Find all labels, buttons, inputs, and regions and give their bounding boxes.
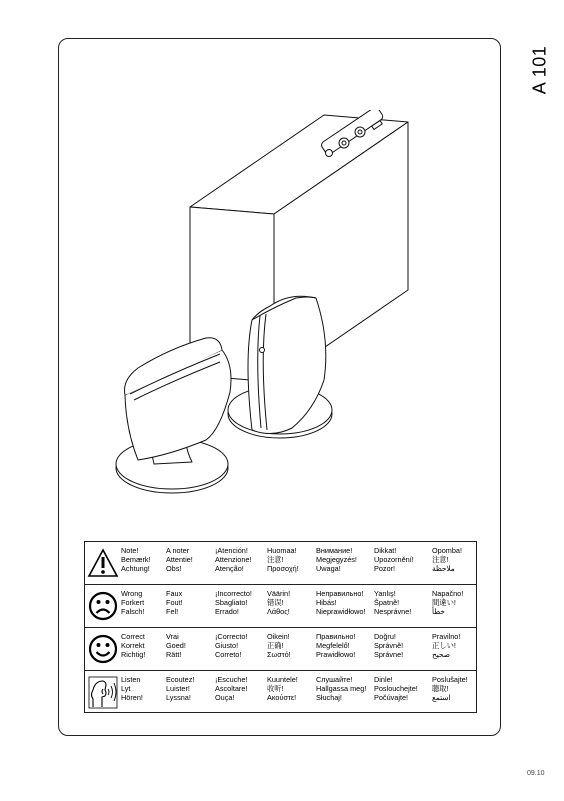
legend-cell bbox=[215, 632, 247, 659]
legend-word: Correto! bbox=[215, 650, 242, 659]
legend-word: ملاحظة bbox=[432, 564, 455, 573]
legend-word: 注意! bbox=[432, 555, 449, 564]
legend-cell bbox=[432, 632, 460, 659]
legend-word: Внимание! bbox=[316, 546, 353, 555]
legend-word: خطأ bbox=[432, 607, 445, 616]
model-code bbox=[520, 40, 560, 100]
legend-cell bbox=[432, 589, 463, 616]
legend-cell bbox=[121, 546, 151, 573]
legend-word: استمع bbox=[432, 693, 451, 702]
legend-word: Pozor! bbox=[374, 564, 396, 573]
legend-cell bbox=[166, 632, 186, 659]
legend-word: 正确! bbox=[267, 641, 284, 650]
legend-word: Poslušajte! bbox=[432, 675, 468, 684]
legend-cell bbox=[374, 675, 418, 702]
legend-word: Attenzione! bbox=[215, 555, 252, 564]
legend-word: Σωστό! bbox=[267, 650, 291, 659]
legend-word: Hören! bbox=[121, 693, 143, 702]
legend-table bbox=[84, 541, 477, 713]
legend-cell bbox=[316, 589, 365, 616]
legend-word: Uwaga! bbox=[316, 564, 341, 573]
legend-word: Hallgassa meg! bbox=[316, 684, 367, 693]
legend-word: 注意! bbox=[267, 555, 284, 564]
legend-row-correct bbox=[85, 628, 476, 671]
legend-word: Fel! bbox=[166, 607, 179, 616]
legend-word: Sbagliato! bbox=[215, 598, 248, 607]
legend-word: Obs! bbox=[166, 564, 182, 573]
legend-word: Note! bbox=[121, 546, 139, 555]
legend-word: Lyt bbox=[121, 684, 131, 693]
legend-word: ¡Correcto! bbox=[215, 632, 248, 641]
legend-word: A noter bbox=[166, 546, 190, 555]
legend-word: Pravilno! bbox=[432, 632, 461, 641]
legend-cell bbox=[121, 589, 145, 616]
legend-word: Oikein! bbox=[267, 632, 290, 641]
legend-cell bbox=[166, 546, 193, 573]
legend-word: ¡Escuche! bbox=[215, 675, 248, 684]
legend-word: Правильно! bbox=[316, 632, 356, 641]
legend-word: Giusto! bbox=[215, 641, 239, 650]
legend-word: Wrong bbox=[121, 589, 143, 598]
legend-word: Richtig! bbox=[121, 650, 146, 659]
legend-word: Korrekt bbox=[121, 641, 145, 650]
speaker-system-illustration bbox=[110, 110, 430, 500]
legend-cell bbox=[374, 632, 403, 659]
legend-word: 收听! bbox=[267, 684, 284, 693]
legend-word: Upozornění! bbox=[374, 555, 414, 564]
legend-row-note bbox=[85, 542, 476, 585]
legend-word: Ecoutez! bbox=[166, 675, 195, 684]
legend-cell bbox=[215, 589, 252, 616]
happy-face-icon bbox=[87, 630, 119, 668]
legend-word: Nieprawidłowo! bbox=[316, 607, 366, 616]
legend-word: Napačno! bbox=[432, 589, 464, 598]
legend-row-listen bbox=[85, 671, 476, 714]
legend-word: Správne! bbox=[374, 650, 404, 659]
legend-row-wrong bbox=[85, 585, 476, 628]
legend-word: Doğru! bbox=[374, 632, 396, 641]
legend-word: Yanlış! bbox=[374, 589, 396, 598]
legend-word: Luister! bbox=[166, 684, 190, 693]
legend-word: Kuuntele! bbox=[267, 675, 298, 684]
legend-word: Listen bbox=[121, 675, 141, 684]
legend-word: Špatně! bbox=[374, 598, 400, 607]
legend-word: Goed! bbox=[166, 641, 186, 650]
left-satellite-speaker-illustration bbox=[116, 338, 231, 493]
legend-cell bbox=[121, 632, 145, 659]
legend-cell bbox=[267, 632, 291, 659]
legend-cell bbox=[121, 675, 143, 702]
legend-word: Väärin! bbox=[267, 589, 291, 598]
legend-word: Počúvajte! bbox=[374, 693, 409, 702]
legend-word: 聴取! bbox=[432, 684, 449, 693]
legend-cell bbox=[316, 675, 366, 702]
sad-face-icon bbox=[87, 587, 119, 625]
legend-cell bbox=[374, 589, 411, 616]
legend-word: Correct bbox=[121, 632, 145, 641]
legend-cell bbox=[374, 546, 414, 573]
legend-word: Achtung! bbox=[121, 564, 150, 573]
legend-cell bbox=[267, 589, 290, 616]
legend-word: Λάθος! bbox=[267, 607, 290, 616]
legend-word: Dikkat! bbox=[374, 546, 397, 555]
legend-word: Ouça! bbox=[215, 693, 235, 702]
legend-word: Fout! bbox=[166, 598, 183, 607]
legend-word: Poslouchejte! bbox=[374, 684, 418, 693]
legend-word: Nesprávne! bbox=[374, 607, 412, 616]
legend-cell bbox=[267, 675, 298, 702]
legend-word: Слушайте! bbox=[316, 675, 353, 684]
legend-word: Atenção! bbox=[215, 564, 244, 573]
legend-word: Dinle! bbox=[374, 675, 393, 684]
legend-word: Huomaa! bbox=[267, 546, 297, 555]
legend-word: Ascoltare! bbox=[215, 684, 248, 693]
legend-word: Hibás! bbox=[316, 598, 337, 607]
legend-cell bbox=[215, 546, 252, 573]
legend-word: Bemærk! bbox=[121, 555, 151, 564]
legend-word: Lyssna! bbox=[166, 693, 191, 702]
legend-word: Megfelelő! bbox=[316, 641, 350, 650]
legend-cell bbox=[166, 589, 183, 616]
legend-word: Prawidłowo! bbox=[316, 650, 356, 659]
legend-word: صحيح bbox=[432, 650, 450, 659]
legend-word: Słuchaj! bbox=[316, 693, 342, 702]
legend-word: 错误! bbox=[267, 598, 284, 607]
legend-word: Attentie! bbox=[166, 555, 193, 564]
page-number: 09.10 bbox=[527, 770, 545, 777]
legend-cell bbox=[166, 675, 194, 702]
legend-word: Forkert bbox=[121, 598, 145, 607]
legend-cell bbox=[432, 546, 462, 573]
legend-word: Opomba! bbox=[432, 546, 463, 555]
model-code-text: A 101 bbox=[529, 45, 550, 95]
legend-cell bbox=[215, 675, 247, 702]
warning-triangle-icon bbox=[87, 544, 119, 582]
legend-word: Faux bbox=[166, 589, 183, 598]
legend-cell bbox=[316, 632, 356, 659]
legend-word: Ακούστε! bbox=[267, 693, 297, 702]
legend-cell bbox=[267, 546, 299, 573]
legend-word: Rätt! bbox=[166, 650, 182, 659]
legend-word: ¡Atención! bbox=[215, 546, 248, 555]
legend-word: Errado! bbox=[215, 607, 239, 616]
legend-word: Správně! bbox=[374, 641, 404, 650]
legend-word: Falsch! bbox=[121, 607, 145, 616]
legend-cell bbox=[432, 675, 468, 702]
legend-word: Προσοχή! bbox=[267, 564, 299, 573]
legend-word: ¡Incorrecto! bbox=[215, 589, 252, 598]
legend-word: 間違い! bbox=[432, 598, 456, 607]
legend-word: Megjegyzés! bbox=[316, 555, 357, 564]
legend-word: Vrai bbox=[166, 632, 179, 641]
legend-word: Неправильно! bbox=[316, 589, 364, 598]
listen-head-icon bbox=[87, 673, 119, 711]
legend-cell bbox=[316, 546, 357, 573]
legend-word: 正しい! bbox=[432, 641, 456, 650]
